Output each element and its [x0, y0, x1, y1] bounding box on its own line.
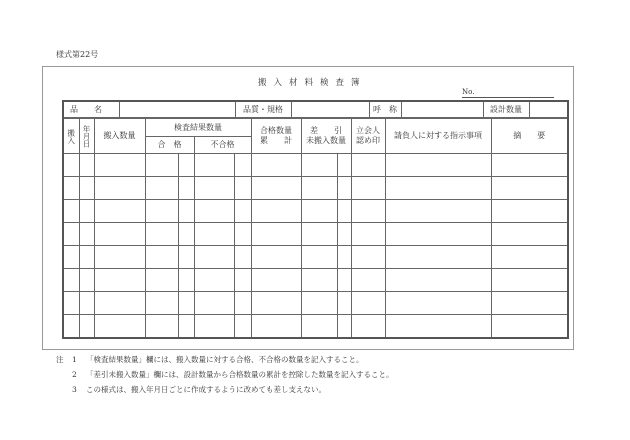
table-cell[interactable]	[337, 177, 351, 200]
table-cell[interactable]	[178, 246, 194, 269]
table-cell[interactable]	[145, 292, 178, 315]
table-cell[interactable]	[63, 223, 79, 246]
table-cell[interactable]	[491, 315, 568, 339]
table-cell[interactable]	[79, 200, 94, 223]
table-row	[63, 315, 568, 339]
table-cell[interactable]	[301, 223, 337, 246]
table-cell[interactable]	[94, 292, 145, 315]
table-cell[interactable]	[194, 154, 234, 177]
notes	[56, 352, 394, 397]
table-cell[interactable]	[491, 200, 568, 223]
col-pass: 合 格	[145, 137, 194, 154]
table-cell[interactable]	[301, 292, 337, 315]
table-cell[interactable]	[79, 154, 94, 177]
table-cell[interactable]	[145, 315, 178, 339]
col-pass-cumulative	[251, 119, 301, 154]
note-text: 「検査結果数量」欄には、搬入数量に対する合格、不合格の数量を記入すること。	[86, 355, 364, 364]
table-cell[interactable]	[178, 177, 194, 200]
table-cell[interactable]	[337, 246, 351, 269]
table-cell[interactable]	[351, 292, 385, 315]
table-cell[interactable]	[79, 269, 94, 292]
col-inspection-result: 検査結果数量	[145, 119, 251, 137]
col-delivery: 搬入	[63, 119, 79, 154]
note-text: 「差引未搬入数量」欄には、設計数量から合格数量の累計を控除した数量を記入すること。	[86, 370, 394, 379]
table-cell[interactable]	[491, 292, 568, 315]
col-witness-b: 認め印	[356, 136, 380, 145]
table-cell[interactable]	[194, 200, 234, 223]
table-cell[interactable]	[301, 246, 337, 269]
col-delivered-qty: 搬入数量	[94, 119, 145, 154]
table-cell[interactable]	[301, 177, 337, 200]
table-cell[interactable]	[251, 292, 301, 315]
table-cell[interactable]	[351, 154, 385, 177]
table-cell[interactable]	[337, 200, 351, 223]
table-cell[interactable]	[63, 269, 79, 292]
designation-label: 呼 称	[369, 101, 401, 118]
col-date: 年月日	[79, 119, 94, 154]
table-cell[interactable]	[351, 177, 385, 200]
table-cell[interactable]	[63, 246, 79, 269]
table-cell[interactable]	[337, 292, 351, 315]
table-cell[interactable]	[251, 246, 301, 269]
form-number: 様式第22号	[56, 50, 99, 59]
table-cell[interactable]	[251, 315, 301, 339]
table-cell[interactable]	[234, 269, 251, 292]
table-cell[interactable]	[301, 315, 337, 339]
table-cell[interactable]	[385, 269, 491, 292]
col-remaining	[301, 119, 351, 154]
table-row	[63, 154, 568, 177]
design-quantity-label: 設計数量	[483, 101, 529, 118]
notes-label: 注	[56, 355, 64, 364]
table-cell[interactable]	[145, 154, 178, 177]
table-cell[interactable]	[251, 223, 301, 246]
table-cell[interactable]	[337, 223, 351, 246]
table-cell[interactable]	[337, 269, 351, 292]
table-cell[interactable]	[251, 200, 301, 223]
table-cell[interactable]	[491, 177, 568, 200]
table-cell[interactable]	[491, 223, 568, 246]
table-row	[63, 292, 568, 315]
header-table	[62, 100, 569, 118]
col-pass-cumulative-b: 累 計	[260, 136, 292, 145]
table-cell[interactable]	[145, 177, 178, 200]
table-cell[interactable]	[94, 154, 145, 177]
col-remaining-a: 差 引	[310, 126, 342, 136]
table-cell[interactable]	[94, 315, 145, 339]
col-pass-cumulative-a: 合格数量	[260, 126, 292, 136]
table-cell[interactable]	[491, 269, 568, 292]
table-cell[interactable]	[79, 223, 94, 246]
table-cell[interactable]	[194, 292, 234, 315]
table-cell[interactable]	[79, 315, 94, 339]
table-cell[interactable]	[491, 154, 568, 177]
table-cell[interactable]	[178, 315, 194, 339]
table-cell[interactable]	[351, 246, 385, 269]
quality-spec-label: 品質・規格	[235, 101, 291, 118]
table-cell[interactable]	[251, 269, 301, 292]
col-witness	[351, 119, 385, 154]
table-cell[interactable]	[63, 315, 79, 339]
note-number: 1	[72, 355, 77, 364]
table-cell[interactable]	[194, 315, 234, 339]
table-cell[interactable]	[63, 200, 79, 223]
item-name-field[interactable]	[119, 101, 235, 118]
table-cell[interactable]	[194, 223, 234, 246]
table-cell[interactable]	[234, 177, 251, 200]
table-cell[interactable]	[337, 315, 351, 339]
table-cell[interactable]	[351, 315, 385, 339]
number-label: No.	[462, 88, 475, 96]
table-cell[interactable]	[178, 154, 194, 177]
table-cell[interactable]	[385, 177, 491, 200]
table-cell[interactable]	[145, 246, 178, 269]
table-cell[interactable]	[94, 223, 145, 246]
table-cell[interactable]	[385, 292, 491, 315]
table-cell[interactable]	[94, 200, 145, 223]
design-quantity-field[interactable]	[529, 101, 568, 118]
table-cell[interactable]	[385, 246, 491, 269]
table-cell[interactable]	[385, 200, 491, 223]
designation-field[interactable]	[401, 101, 483, 118]
table-cell[interactable]	[94, 246, 145, 269]
table-cell[interactable]	[194, 177, 234, 200]
table-cell[interactable]	[145, 269, 178, 292]
table-cell[interactable]	[351, 269, 385, 292]
table-row	[63, 177, 568, 200]
table-cell[interactable]	[234, 154, 251, 177]
table-cell[interactable]	[351, 200, 385, 223]
table-cell[interactable]	[79, 246, 94, 269]
note-number: 2	[72, 370, 77, 379]
table-cell[interactable]	[491, 246, 568, 269]
table-cell[interactable]	[351, 223, 385, 246]
table-cell[interactable]	[178, 223, 194, 246]
table-cell[interactable]	[79, 177, 94, 200]
table-cell[interactable]	[301, 269, 337, 292]
table-cell[interactable]	[63, 154, 79, 177]
table-cell[interactable]	[194, 269, 234, 292]
note-text: この様式は、搬入年月日ごとに作成するように改めても差し支えない。	[86, 385, 326, 394]
table-cell[interactable]	[234, 223, 251, 246]
table-row	[63, 269, 568, 292]
number-field[interactable]	[462, 88, 554, 98]
table-cell[interactable]	[194, 246, 234, 269]
table-cell[interactable]	[234, 200, 251, 223]
table-cell[interactable]	[251, 154, 301, 177]
table-cell[interactable]	[301, 200, 337, 223]
col-fail: 不合格	[194, 137, 251, 154]
table-cell[interactable]	[385, 223, 491, 246]
table-cell[interactable]	[63, 177, 79, 200]
table-row	[63, 200, 568, 223]
table-cell[interactable]	[178, 292, 194, 315]
table-row	[63, 223, 568, 246]
table-cell[interactable]	[337, 154, 351, 177]
table-cell[interactable]	[79, 292, 94, 315]
form-title: 搬入材料検査簿	[258, 78, 367, 88]
table-cell[interactable]	[251, 177, 301, 200]
item-name-label: 品 名	[63, 101, 119, 118]
col-remaining-b: 未搬入数量	[306, 136, 346, 145]
note-1	[56, 352, 394, 367]
col-remarks: 摘 要	[491, 119, 568, 154]
table-cell[interactable]	[301, 154, 337, 177]
note-2	[56, 367, 394, 382]
inspection-table	[62, 118, 569, 339]
table-cell[interactable]	[94, 177, 145, 200]
table-cell[interactable]	[178, 200, 194, 223]
table-cell[interactable]	[145, 200, 178, 223]
quality-spec-field[interactable]	[291, 101, 369, 118]
table-cell[interactable]	[178, 269, 194, 292]
table-cell[interactable]	[94, 269, 145, 292]
table-cell[interactable]	[145, 223, 178, 246]
table-cell[interactable]	[234, 246, 251, 269]
table-row	[63, 246, 568, 269]
table-cell[interactable]	[234, 292, 251, 315]
col-instructions: 請負人に対する指示事項	[385, 119, 491, 154]
table-cell[interactable]	[234, 315, 251, 339]
table-cell[interactable]	[385, 154, 491, 177]
note-3	[56, 382, 394, 397]
table-cell[interactable]	[385, 315, 491, 339]
note-number: 3	[72, 385, 77, 394]
table-cell[interactable]	[63, 292, 79, 315]
col-witness-a: 立会人	[356, 126, 380, 136]
